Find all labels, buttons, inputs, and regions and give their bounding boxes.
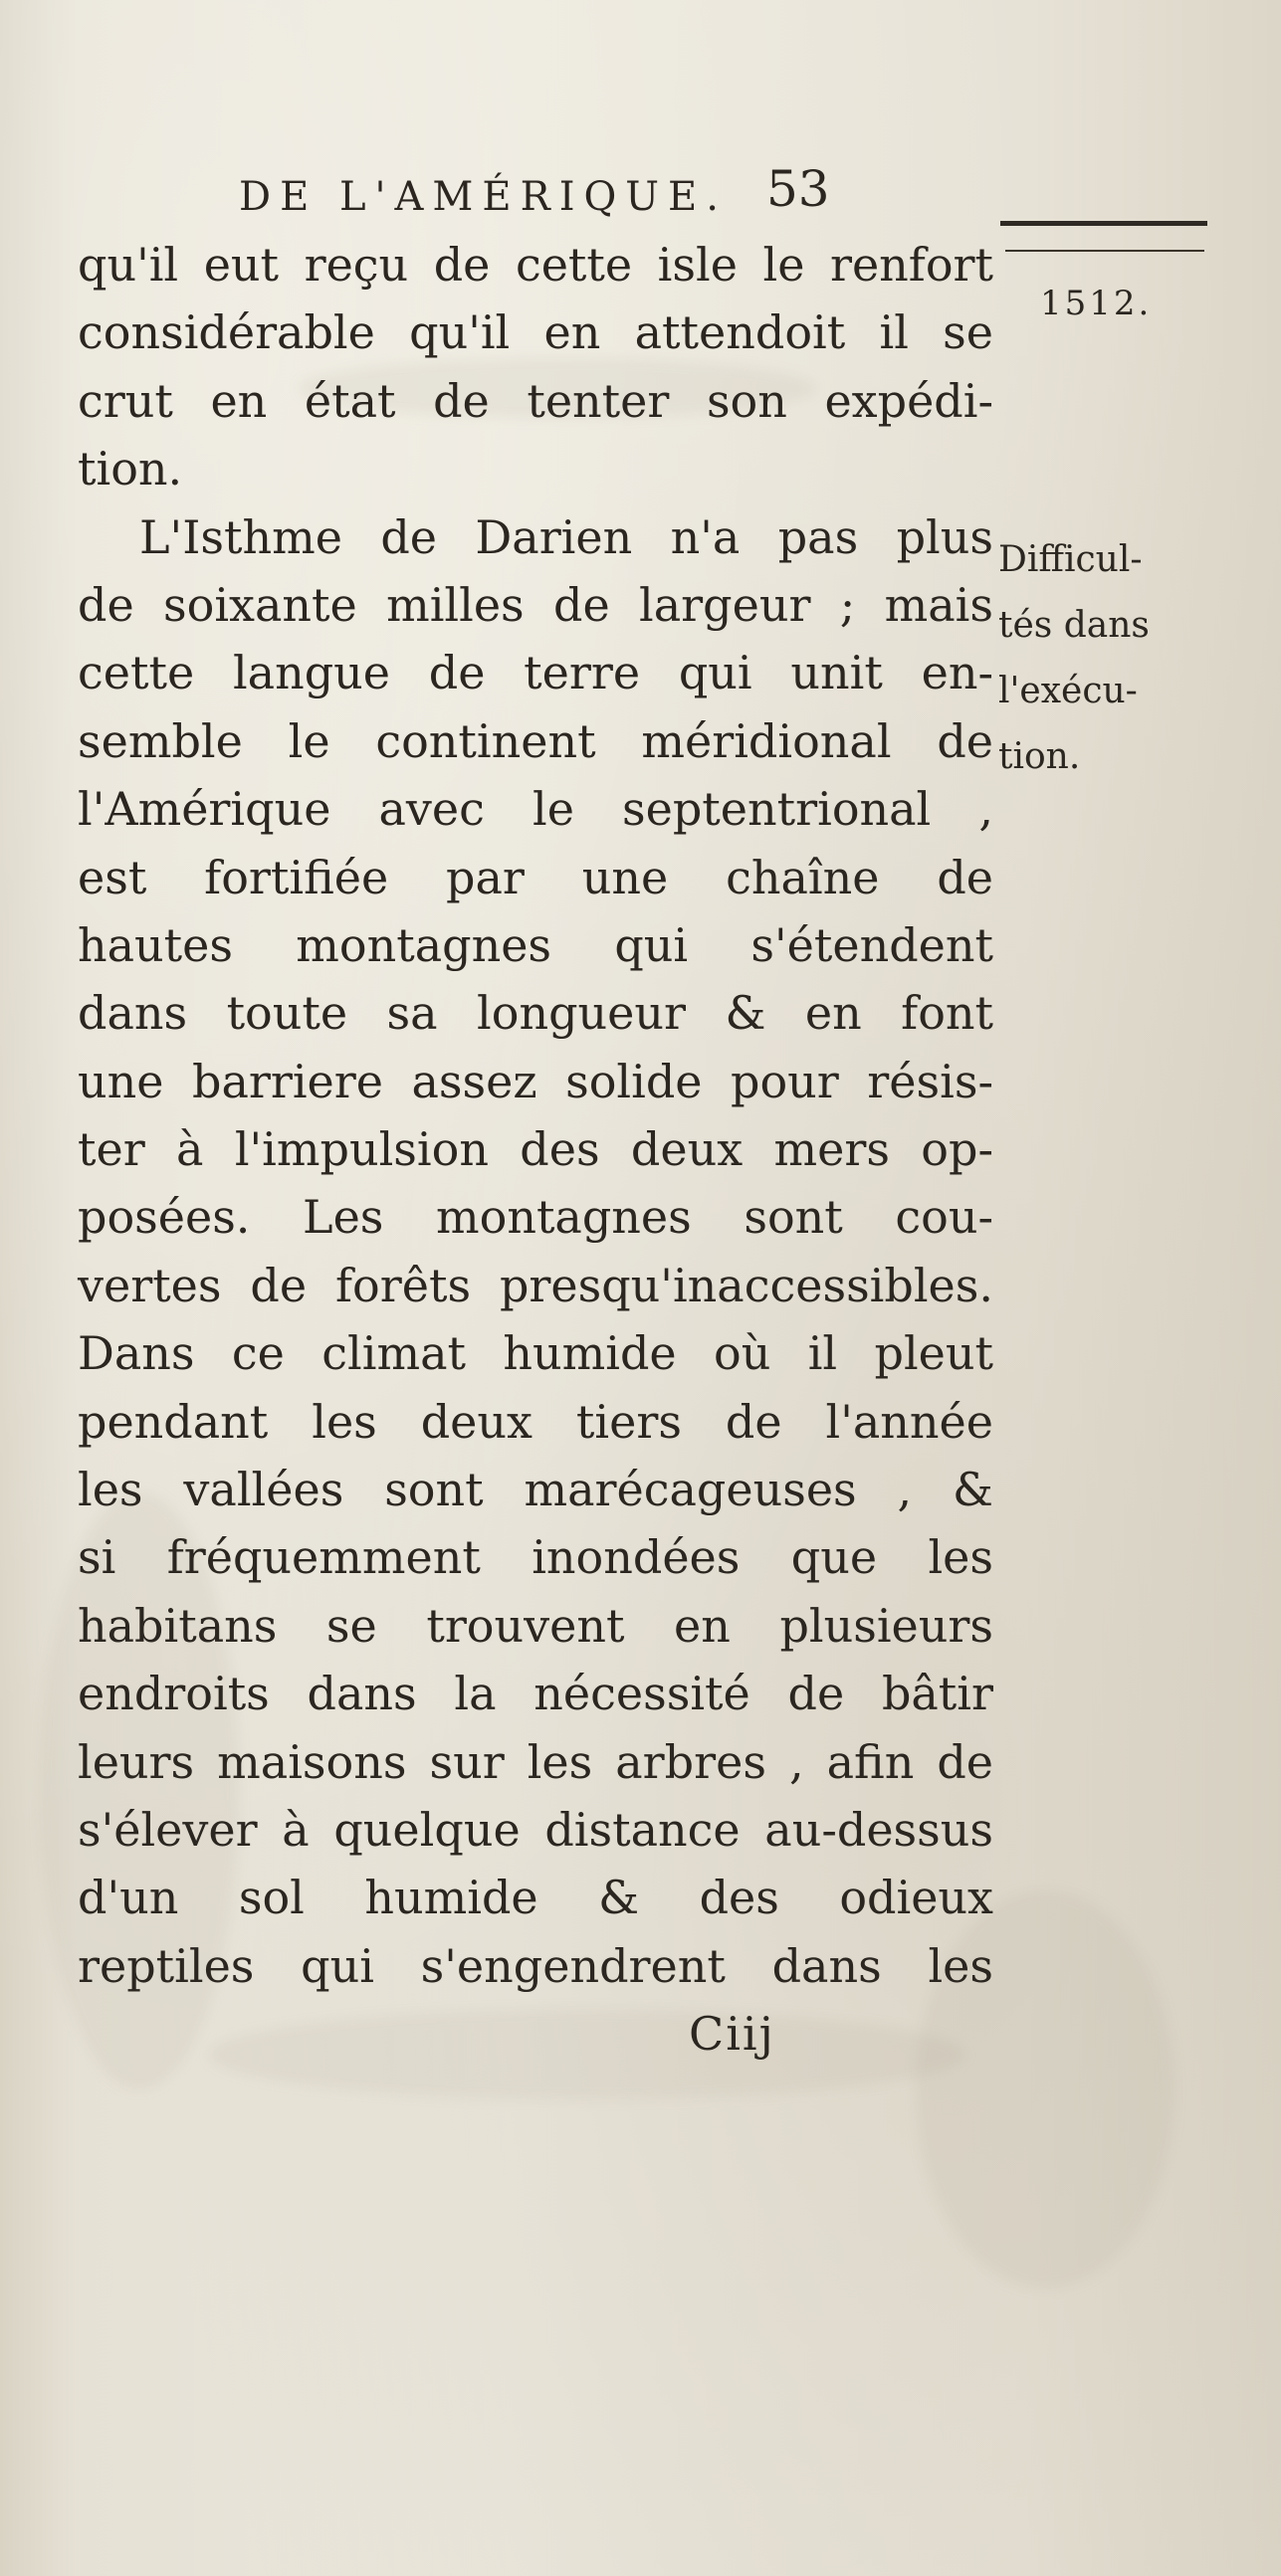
margin-year: 1512. [1040,284,1153,323]
text-line: de soixante milles de largeur ; mais [78,577,993,632]
margin-rule-thick [1000,221,1207,226]
page-number: 53 [766,160,830,218]
text-line: si fréquemment inondées que les [78,1530,993,1585]
text-line: dans toute sa longueur & en font [78,986,993,1041]
text-line: les vallées sont marécageuses , & [78,1463,993,1517]
text-line: d'un sol humide & des odieux [78,1871,993,1925]
text-line: une barriere assez solide pour résis- [78,1054,993,1108]
text-line: crut en état de tenter son expédi- [78,373,993,428]
text-line: est fortifiée par une chaîne de [78,850,993,904]
text-line: qu'il eut reçu de cette isle le renfort [78,238,993,292]
text-line: leurs maisons sur les arbres , afin de [78,1734,993,1789]
text-line: tion. [78,442,183,496]
paper-stain [209,2010,965,2099]
text-line: L'Isthme de Darien n'a pas plus [139,509,993,564]
text-line: semble le continent méridional de [78,713,993,768]
margin-note-line: tés dans [998,605,1150,646]
text-line: cette langue de terre qui unit en- [78,646,993,700]
text-line: habitans se trouvent en plusieurs [78,1598,993,1653]
text-line: s'élever à quelque distance au-dessus [78,1802,993,1857]
text-line: endroits dans la nécessité de bâtir [78,1667,993,1721]
text-line: pendant les deux tiers de l'année [78,1394,993,1449]
margin-note-line: l'exécu- [998,671,1138,711]
signature-mark: Ciij [689,2007,775,2061]
text-line: vertes de forêts presqu'inaccessibles. [78,1258,993,1312]
running-head-title: DE L'AMÉRIQUE. [239,174,728,220]
text-line: posées. Les montagnes sont cou- [78,1190,993,1245]
running-head [149,167,866,227]
text-line: ter à l'impulsion des deux mers op- [78,1122,993,1177]
text-line: hautes montagnes qui s'étendent [78,917,993,972]
body-text [78,231,993,2000]
text-line: reptiles qui s'engendrent dans les [78,1938,993,1993]
margin-rule-thin [1005,250,1204,252]
text-line: l'Amérique avec le septentrional , [78,782,993,837]
text-line: considérable qu'il en attendoit il se [78,305,993,360]
margin-note-line: Difficul- [998,539,1143,580]
text-line: Dans ce climat humide où il pleut [78,1326,993,1381]
margin-note-line: tion. [998,736,1081,777]
margin-note [998,527,1237,790]
